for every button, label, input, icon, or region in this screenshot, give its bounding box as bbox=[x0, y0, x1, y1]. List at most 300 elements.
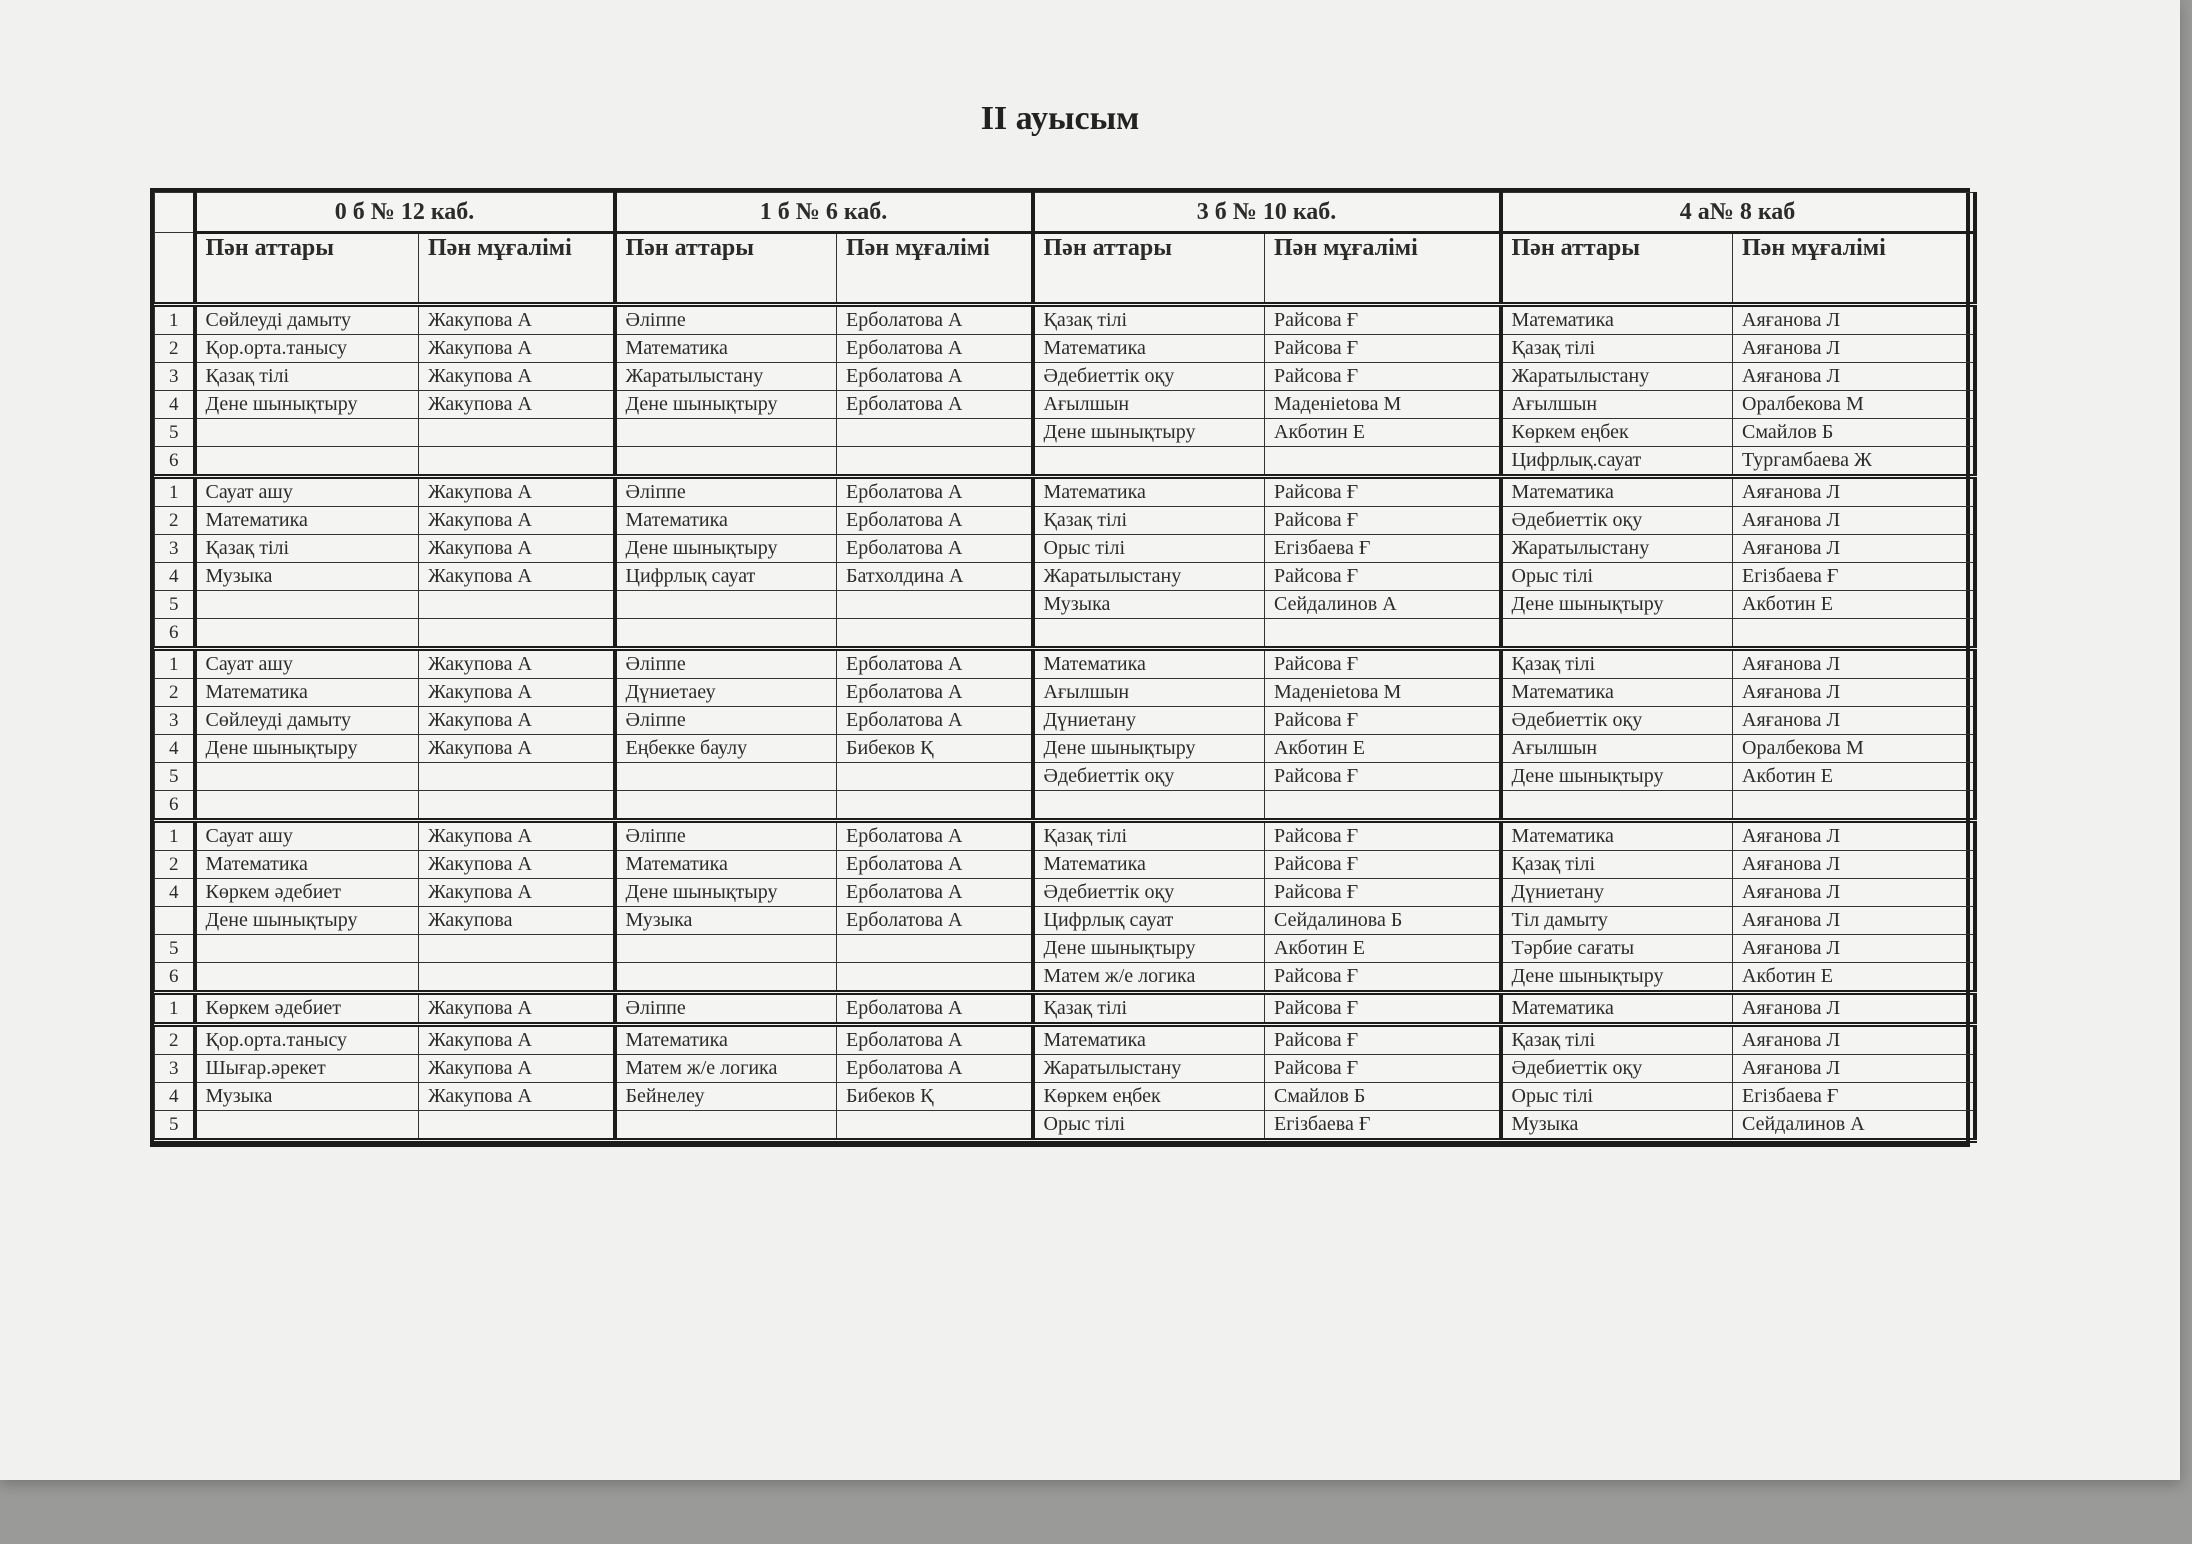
teacher-cell: Райсова Ғ bbox=[1265, 477, 1501, 507]
subject-cell bbox=[615, 935, 837, 963]
teacher-cell bbox=[419, 935, 615, 963]
subject-cell: Әдебиеттік оқу bbox=[1033, 363, 1265, 391]
subject-cell: Музыка bbox=[615, 907, 837, 935]
subject-cell: Цифрлық сауат bbox=[615, 563, 837, 591]
teacher-cell: Оралбекова М bbox=[1733, 735, 1975, 763]
subject-cell: Математика bbox=[1501, 477, 1733, 507]
subject-cell: Қазақ тілі bbox=[1501, 649, 1733, 679]
subject-cell bbox=[195, 619, 419, 649]
table-row bbox=[155, 791, 1975, 821]
teacher-cell: Сейдалинов А bbox=[1733, 1111, 1975, 1141]
table-row bbox=[155, 821, 1975, 851]
subject-cell: Цифрлық.сауат bbox=[1501, 447, 1733, 477]
subject-cell: Жаратылыстану bbox=[1501, 363, 1733, 391]
subject-cell: Ағылшын bbox=[1033, 679, 1265, 707]
table-row bbox=[155, 679, 1975, 707]
lesson-number: 4 bbox=[155, 879, 195, 907]
subject-cell: Қор.орта.танысу bbox=[195, 1025, 419, 1055]
teacher-cell: Тургамбаева Ж bbox=[1733, 447, 1975, 477]
lesson-number: 1 bbox=[155, 305, 195, 335]
subject-cell: Математика bbox=[615, 335, 837, 363]
subject-cell: Математика bbox=[195, 507, 419, 535]
table-row bbox=[155, 535, 1975, 563]
teacher-cell: Райсова Ғ bbox=[1265, 305, 1501, 335]
class-header-row bbox=[155, 193, 1975, 233]
teacher-cell: Жакупова А bbox=[419, 477, 615, 507]
lesson-number: 3 bbox=[155, 363, 195, 391]
lesson-number: 2 bbox=[155, 507, 195, 535]
table-row bbox=[155, 907, 1975, 935]
teacher-cell: Ерболатова А bbox=[837, 1025, 1033, 1055]
table-row bbox=[155, 363, 1975, 391]
subject-cell: Шығар.әрекет bbox=[195, 1055, 419, 1083]
subject-cell: Математика bbox=[1033, 477, 1265, 507]
lesson-number: 1 bbox=[155, 477, 195, 507]
subject-cell: Дене шынықтыру bbox=[615, 879, 837, 907]
class-name: 1 б № 6 каб. bbox=[615, 193, 1033, 233]
subject-header: Пән аттары bbox=[195, 233, 419, 305]
table-row bbox=[155, 1083, 1975, 1111]
teacher-cell: Райсова Ғ bbox=[1265, 963, 1501, 993]
teacher-cell: Жакупова А bbox=[419, 879, 615, 907]
subject-cell bbox=[615, 963, 837, 993]
teacher-cell: Райсова Ғ bbox=[1265, 993, 1501, 1025]
subject-cell: Музыка bbox=[1501, 1111, 1733, 1141]
subject-cell: Дене шынықтыру bbox=[1033, 419, 1265, 447]
subject-cell: Қазақ тілі bbox=[195, 363, 419, 391]
subject-cell: Математика bbox=[1501, 679, 1733, 707]
subject-cell: Әдебиеттік оқу bbox=[1501, 1055, 1733, 1083]
teacher-cell: Ерболатова А bbox=[837, 391, 1033, 419]
subject-cell: Орыс тілі bbox=[1501, 1083, 1733, 1111]
teacher-cell: Егізбаева Ғ bbox=[1265, 1111, 1501, 1141]
subject-cell: Математика bbox=[1501, 993, 1733, 1025]
subject-cell: Тәрбие сағаты bbox=[1501, 935, 1733, 963]
table-row bbox=[155, 477, 1975, 507]
subject-cell: Матем ж/е логика bbox=[615, 1055, 837, 1083]
subject-cell: Жаратылыстану bbox=[1501, 535, 1733, 563]
subject-cell: Математика bbox=[615, 507, 837, 535]
teacher-cell: Смайлов Б bbox=[1265, 1083, 1501, 1111]
teacher-cell bbox=[837, 963, 1033, 993]
teacher-cell: Райсова Ғ bbox=[1265, 563, 1501, 591]
subject-cell: Математика bbox=[195, 679, 419, 707]
subject-cell: Қазақ тілі bbox=[1033, 821, 1265, 851]
subject-cell: Қазақ тілі bbox=[1501, 335, 1733, 363]
teacher-cell: Акботин Е bbox=[1265, 935, 1501, 963]
subject-cell: Математика bbox=[615, 1025, 837, 1055]
teacher-cell: Жакупова А bbox=[419, 1025, 615, 1055]
subject-cell bbox=[1033, 447, 1265, 477]
teacher-cell: Аяғанова Л bbox=[1733, 907, 1975, 935]
teacher-cell: Жакупова А bbox=[419, 707, 615, 735]
class-name: 4 а№ 8 каб bbox=[1501, 193, 1975, 233]
subject-cell bbox=[615, 419, 837, 447]
lesson-number bbox=[155, 907, 195, 935]
subject-cell: Математика bbox=[195, 851, 419, 879]
lesson-number: 4 bbox=[155, 735, 195, 763]
class-name: 0 б № 12 каб. bbox=[195, 193, 615, 233]
teacher-cell: Аяғанова Л bbox=[1733, 879, 1975, 907]
teacher-cell: Жакупова А bbox=[419, 679, 615, 707]
lesson-number: 3 bbox=[155, 1055, 195, 1083]
subject-cell: Әдебиеттік оқу bbox=[1501, 507, 1733, 535]
teacher-cell bbox=[419, 791, 615, 821]
subject-cell: Әліппе bbox=[615, 649, 837, 679]
subject-cell: Дене шынықтыру bbox=[1501, 763, 1733, 791]
teacher-cell: Ерболатова А bbox=[837, 879, 1033, 907]
teacher-cell: Акботин Е bbox=[1265, 419, 1501, 447]
subject-cell: Әліппе bbox=[615, 707, 837, 735]
table-row bbox=[155, 419, 1975, 447]
teacher-cell bbox=[837, 1111, 1033, 1141]
lesson-number: 6 bbox=[155, 447, 195, 477]
teacher-cell: Егізбаева Ғ bbox=[1265, 535, 1501, 563]
subject-cell bbox=[615, 447, 837, 477]
teacher-cell bbox=[837, 419, 1033, 447]
teacher-cell: Аяғанова Л bbox=[1733, 821, 1975, 851]
lesson-number: 5 bbox=[155, 763, 195, 791]
subject-cell: Қазақ тілі bbox=[195, 535, 419, 563]
subject-cell: Қазақ тілі bbox=[1033, 993, 1265, 1025]
subject-header: Пән аттары bbox=[615, 233, 837, 305]
table-row bbox=[155, 879, 1975, 907]
teacher-cell: Жакупова А bbox=[419, 363, 615, 391]
lesson-number: 2 bbox=[155, 1025, 195, 1055]
teacher-cell: Егізбаева Ғ bbox=[1733, 563, 1975, 591]
teacher-cell: Аяғанова Л bbox=[1733, 649, 1975, 679]
lesson-number: 1 bbox=[155, 993, 195, 1025]
subject-cell: Әдебиеттік оқу bbox=[1501, 707, 1733, 735]
subject-cell: Дүниетаеу bbox=[615, 679, 837, 707]
teacher-cell: Райсова Ғ bbox=[1265, 1025, 1501, 1055]
teacher-cell bbox=[1733, 619, 1975, 649]
subject-cell: Дене шынықтыру bbox=[1501, 591, 1733, 619]
subject-cell: Математика bbox=[1501, 305, 1733, 335]
subject-cell: Қазақ тілі bbox=[1033, 507, 1265, 535]
subject-cell: Көркем әдебиет bbox=[195, 993, 419, 1025]
subject-cell: Ағылшын bbox=[1033, 391, 1265, 419]
lesson-number: 2 bbox=[155, 679, 195, 707]
subject-cell: Музыка bbox=[195, 563, 419, 591]
subject-cell: Дене шынықтыру bbox=[1033, 935, 1265, 963]
class-name: 3 б № 10 каб. bbox=[1033, 193, 1501, 233]
subject-cell: Ағылшын bbox=[1501, 735, 1733, 763]
subject-cell bbox=[195, 419, 419, 447]
teacher-cell: Аяғанова Л bbox=[1733, 1055, 1975, 1083]
teacher-cell: Райсова Ғ bbox=[1265, 335, 1501, 363]
subject-cell: Дене шынықтыру bbox=[195, 735, 419, 763]
lesson-number: 1 bbox=[155, 649, 195, 679]
teacher-cell: Жакупова А bbox=[419, 993, 615, 1025]
lesson-number: 2 bbox=[155, 335, 195, 363]
teacher-cell: Ерболатова А bbox=[837, 305, 1033, 335]
teacher-cell: Оралбекова М bbox=[1733, 391, 1975, 419]
lesson-number: 4 bbox=[155, 563, 195, 591]
teacher-cell: Аяғанова Л bbox=[1733, 935, 1975, 963]
subject-cell bbox=[195, 447, 419, 477]
subject-cell: Тіл дамыту bbox=[1501, 907, 1733, 935]
schedule-table bbox=[154, 192, 1977, 1143]
lesson-number: 6 bbox=[155, 791, 195, 821]
subject-cell bbox=[615, 1111, 837, 1141]
teacher-cell bbox=[837, 619, 1033, 649]
table-row bbox=[155, 735, 1975, 763]
subject-cell: Орыс тілі bbox=[1033, 1111, 1265, 1141]
subject-cell: Қазақ тілі bbox=[1501, 1025, 1733, 1055]
table-row bbox=[155, 563, 1975, 591]
table-row bbox=[155, 963, 1975, 993]
teacher-cell: Райсова Ғ bbox=[1265, 363, 1501, 391]
subject-cell: Әдебиеттік оқу bbox=[1033, 763, 1265, 791]
table-row bbox=[155, 935, 1975, 963]
subject-cell: Математика bbox=[1033, 851, 1265, 879]
teacher-cell: Ерболатова А bbox=[837, 507, 1033, 535]
teacher-cell bbox=[419, 1111, 615, 1141]
subject-cell bbox=[615, 763, 837, 791]
subject-cell: Математика bbox=[615, 851, 837, 879]
teacher-cell: Маденietова М bbox=[1265, 391, 1501, 419]
teacher-cell: Акботин Е bbox=[1733, 763, 1975, 791]
subject-cell: Жаратылыстану bbox=[615, 363, 837, 391]
subject-cell bbox=[1033, 619, 1265, 649]
teacher-cell bbox=[1265, 619, 1501, 649]
teacher-cell: Маденietова М bbox=[1265, 679, 1501, 707]
teacher-cell: Жакупова А bbox=[419, 507, 615, 535]
teacher-cell: Райсова Ғ bbox=[1265, 507, 1501, 535]
subject-cell: Дене шынықтыру bbox=[1501, 963, 1733, 993]
lesson-number: 6 bbox=[155, 963, 195, 993]
teacher-cell: Райсова Ғ bbox=[1265, 879, 1501, 907]
teacher-cell bbox=[837, 791, 1033, 821]
subject-cell: Дене шынықтыру bbox=[615, 391, 837, 419]
subject-cell: Математика bbox=[1033, 335, 1265, 363]
teacher-cell: Ерболатова А bbox=[837, 363, 1033, 391]
subject-cell: Әдебиеттік оқу bbox=[1033, 879, 1265, 907]
teacher-cell bbox=[1733, 791, 1975, 821]
teacher-cell: Аяғанова Л bbox=[1733, 335, 1975, 363]
subject-cell: Бейнелеу bbox=[615, 1083, 837, 1111]
table-row bbox=[155, 447, 1975, 477]
teacher-cell: Егізбаева Ғ bbox=[1733, 1083, 1975, 1111]
subject-cell: Әліппе bbox=[615, 821, 837, 851]
lesson-number: 5 bbox=[155, 1111, 195, 1141]
subject-cell: Дүниетану bbox=[1033, 707, 1265, 735]
teacher-cell bbox=[419, 591, 615, 619]
subject-cell: Көркем еңбек bbox=[1501, 419, 1733, 447]
teacher-cell: Бибеков Қ bbox=[837, 1083, 1033, 1111]
subject-cell: Көркем әдебиет bbox=[195, 879, 419, 907]
subject-cell: Дене шынықтыру bbox=[615, 535, 837, 563]
subject-cell: Сөйлеуді дамыту bbox=[195, 707, 419, 735]
subject-cell: Ағылшын bbox=[1501, 391, 1733, 419]
subject-cell: Әліппе bbox=[615, 993, 837, 1025]
teacher-cell bbox=[1265, 791, 1501, 821]
subject-cell: Қор.орта.танысу bbox=[195, 335, 419, 363]
teacher-header: Пән мұғалімі bbox=[1733, 233, 1975, 305]
lesson-number-header bbox=[155, 233, 195, 305]
lesson-number: 5 bbox=[155, 935, 195, 963]
teacher-cell bbox=[419, 763, 615, 791]
teacher-cell: Ерболатова А bbox=[837, 907, 1033, 935]
subject-cell bbox=[195, 791, 419, 821]
table-row bbox=[155, 391, 1975, 419]
subject-cell: Дене шынықтыру bbox=[195, 907, 419, 935]
lesson-number: 5 bbox=[155, 591, 195, 619]
teacher-cell: Жакупова А bbox=[419, 851, 615, 879]
subject-cell: Дене шынықтыру bbox=[195, 391, 419, 419]
teacher-cell: Райсова Ғ bbox=[1265, 851, 1501, 879]
teacher-cell: Жакупова А bbox=[419, 1055, 615, 1083]
table-row bbox=[155, 649, 1975, 679]
table-row bbox=[155, 851, 1975, 879]
teacher-cell: Жакупова А bbox=[419, 649, 615, 679]
teacher-header: Пән мұғалімі bbox=[1265, 233, 1501, 305]
teacher-cell: Аяғанова Л bbox=[1733, 363, 1975, 391]
subject-cell: Цифрлық сауат bbox=[1033, 907, 1265, 935]
teacher-cell: Ерболатова А bbox=[837, 993, 1033, 1025]
teacher-cell: Ерболатова А bbox=[837, 649, 1033, 679]
teacher-cell: Райсова Ғ bbox=[1265, 763, 1501, 791]
teacher-header: Пән мұғалімі bbox=[419, 233, 615, 305]
teacher-cell: Ерболатова А bbox=[837, 707, 1033, 735]
teacher-cell bbox=[419, 419, 615, 447]
subject-cell: Сауат ашу bbox=[195, 649, 419, 679]
teacher-cell: Аяғанова Л bbox=[1733, 535, 1975, 563]
subject-cell: Сауат ашу bbox=[195, 821, 419, 851]
teacher-cell bbox=[837, 591, 1033, 619]
teacher-cell: Жакупова А bbox=[419, 391, 615, 419]
table-row bbox=[155, 993, 1975, 1025]
table-row bbox=[155, 591, 1975, 619]
subject-cell bbox=[195, 763, 419, 791]
table-row bbox=[155, 763, 1975, 791]
teacher-cell: Жакупова А bbox=[419, 563, 615, 591]
teacher-cell bbox=[419, 447, 615, 477]
teacher-cell: Сейдалинов А bbox=[1265, 591, 1501, 619]
teacher-cell: Жакупова А bbox=[419, 821, 615, 851]
lesson-number: 1 bbox=[155, 821, 195, 851]
teacher-cell: Райсова Ғ bbox=[1265, 1055, 1501, 1083]
teacher-cell: Ерболатова А bbox=[837, 1055, 1033, 1083]
subject-cell: Еңбекке баулу bbox=[615, 735, 837, 763]
teacher-cell: Райсова Ғ bbox=[1265, 707, 1501, 735]
subject-cell bbox=[1501, 791, 1733, 821]
lesson-number: 2 bbox=[155, 851, 195, 879]
teacher-cell: Ерболатова А bbox=[837, 851, 1033, 879]
teacher-cell: Акботин Е bbox=[1265, 735, 1501, 763]
teacher-cell: Жакупова bbox=[419, 907, 615, 935]
teacher-cell: Аяғанова Л bbox=[1733, 477, 1975, 507]
subject-cell: Сөйлеуді дамыту bbox=[195, 305, 419, 335]
teacher-cell: Аяғанова Л bbox=[1733, 851, 1975, 879]
teacher-cell bbox=[837, 763, 1033, 791]
teacher-cell: Райсова Ғ bbox=[1265, 649, 1501, 679]
subject-header: Пән аттары bbox=[1033, 233, 1265, 305]
teacher-header: Пән мұғалімі bbox=[837, 233, 1033, 305]
subject-cell: Математика bbox=[1033, 649, 1265, 679]
teacher-cell bbox=[419, 963, 615, 993]
teacher-cell: Жакупова А bbox=[419, 735, 615, 763]
teacher-cell: Аяғанова Л bbox=[1733, 507, 1975, 535]
table-row bbox=[155, 707, 1975, 735]
teacher-cell bbox=[1265, 447, 1501, 477]
teacher-cell: Аяғанова Л bbox=[1733, 1025, 1975, 1055]
subject-cell: Дүниетану bbox=[1501, 879, 1733, 907]
subject-cell bbox=[195, 963, 419, 993]
subject-header: Пән аттары bbox=[1501, 233, 1733, 305]
lesson-number: 6 bbox=[155, 619, 195, 649]
subject-cell: Әліппе bbox=[615, 305, 837, 335]
subject-cell bbox=[1501, 619, 1733, 649]
subject-cell: Музыка bbox=[195, 1083, 419, 1111]
column-header-row bbox=[155, 233, 1975, 305]
subject-cell: Орыс тілі bbox=[1033, 535, 1265, 563]
table-row bbox=[155, 1111, 1975, 1141]
teacher-cell: Сейдалинова Б bbox=[1265, 907, 1501, 935]
subject-cell: Матем ж/е логика bbox=[1033, 963, 1265, 993]
subject-cell: Музыка bbox=[1033, 591, 1265, 619]
subject-cell bbox=[615, 619, 837, 649]
lesson-number: 4 bbox=[155, 1083, 195, 1111]
subject-cell: Орыс тілі bbox=[1501, 563, 1733, 591]
teacher-cell: Жакупова А bbox=[419, 1083, 615, 1111]
teacher-cell: Аяғанова Л bbox=[1733, 679, 1975, 707]
subject-cell: Сауат ашу bbox=[195, 477, 419, 507]
table-row bbox=[155, 507, 1975, 535]
subject-cell: Математика bbox=[1033, 1025, 1265, 1055]
teacher-cell: Райсова Ғ bbox=[1265, 821, 1501, 851]
subject-cell bbox=[195, 935, 419, 963]
teacher-cell: Смайлов Б bbox=[1733, 419, 1975, 447]
teacher-cell bbox=[837, 447, 1033, 477]
teacher-cell bbox=[837, 935, 1033, 963]
subject-cell: Жаратылыстану bbox=[1033, 1055, 1265, 1083]
teacher-cell: Бибеков Қ bbox=[837, 735, 1033, 763]
lesson-number: 5 bbox=[155, 419, 195, 447]
subject-cell: Қазақ тілі bbox=[1033, 305, 1265, 335]
teacher-cell: Ерболатова А bbox=[837, 535, 1033, 563]
teacher-cell: Акботин Е bbox=[1733, 963, 1975, 993]
table-row bbox=[155, 1025, 1975, 1055]
teacher-cell: Жакупова А bbox=[419, 535, 615, 563]
subject-cell: Жаратылыстану bbox=[1033, 563, 1265, 591]
subject-cell bbox=[615, 591, 837, 619]
teacher-cell: Жакупова А bbox=[419, 335, 615, 363]
subject-cell bbox=[1033, 791, 1265, 821]
subject-cell bbox=[195, 1111, 419, 1141]
teacher-cell: Акботин Е bbox=[1733, 591, 1975, 619]
teacher-cell bbox=[419, 619, 615, 649]
teacher-cell: Ерболатова А bbox=[837, 679, 1033, 707]
teacher-cell: Аяғанова Л bbox=[1733, 305, 1975, 335]
teacher-cell: Аяғанова Л bbox=[1733, 707, 1975, 735]
subject-cell: Математика bbox=[1501, 821, 1733, 851]
teacher-cell: Батхолдина А bbox=[837, 563, 1033, 591]
lesson-number: 3 bbox=[155, 707, 195, 735]
lesson-number: 4 bbox=[155, 391, 195, 419]
subject-cell bbox=[615, 791, 837, 821]
subject-cell bbox=[195, 591, 419, 619]
table-row bbox=[155, 619, 1975, 649]
lesson-number: 3 bbox=[155, 535, 195, 563]
corner-cell bbox=[155, 193, 195, 233]
schedule-table-frame bbox=[150, 188, 1970, 1147]
table-row bbox=[155, 335, 1975, 363]
teacher-cell: Жакупова А bbox=[419, 305, 615, 335]
subject-cell: Дене шынықтыру bbox=[1033, 735, 1265, 763]
subject-cell: Қазақ тілі bbox=[1501, 851, 1733, 879]
